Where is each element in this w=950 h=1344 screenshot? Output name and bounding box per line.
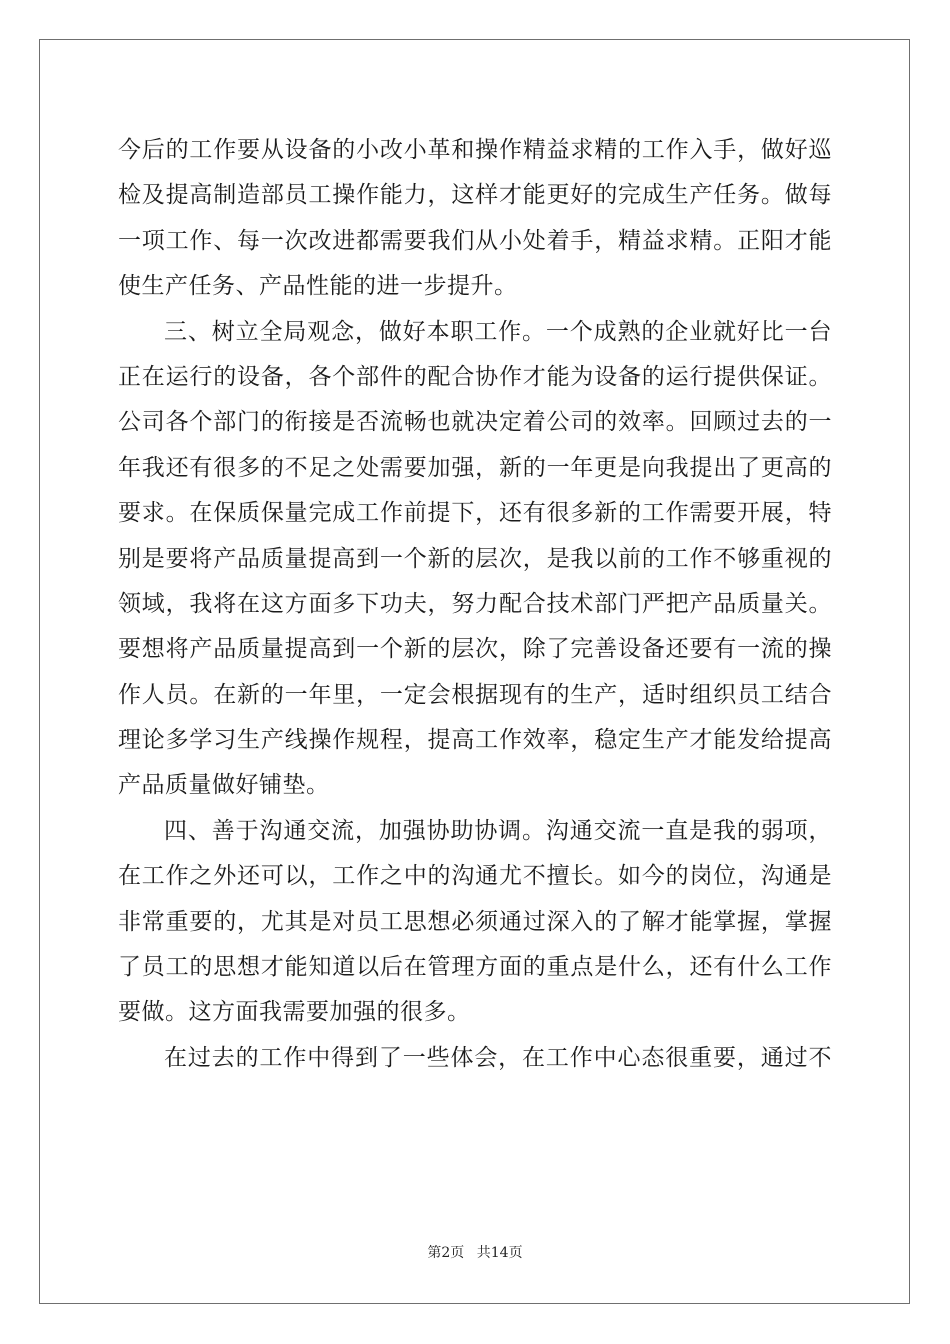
text-line: 在工作之外还可以，工作之中的沟通尤不擅长。如今的岗位，沟通是 (118, 863, 832, 890)
text-line: 别是要将产品质量提高到一个新的层次，是我以前的工作不够重视的 (118, 545, 832, 572)
text-line: 要求。在保质保量完成工作前提下，还有很多新的工作需要开展，特 (118, 500, 832, 527)
text-line: 年我还有很多的不足之处需要加强，新的一年更是向我提出了更高的 (118, 454, 832, 481)
text-line: 要想将产品质量提高到一个新的层次，除了完善设备还要有一流的操 (118, 636, 832, 663)
text-line: 作人员。在新的一年里，一定会根据现有的生产，适时组织员工结合 (118, 681, 832, 708)
text-line: 今后的工作要从设备的小改小革和操作精益求精的工作入手，做好巡 (118, 137, 832, 163)
document-body (118, 128, 832, 1081)
text-line: 理论多学习生产线操作规程，提高工作效率，稳定生产才能发给提高 (118, 727, 832, 754)
text-line: 要做。这方面我需要加强的很多。 (118, 999, 471, 1026)
text-line: 公司各个部门的衔接是否流畅也就决定着公司的效率。回顾过去的一 (118, 409, 832, 436)
text-line: 领域，我将在这方面多下功夫，努力配合技术部门严把产品质量关。 (118, 590, 832, 617)
text-line: 一项工作、每一次改进都需要我们从小处着手，精益求精。正阳才能 (118, 227, 832, 254)
text-line: 正在运行的设备，各个部件的配合协作才能为设备的运行提供保证。 (118, 363, 832, 390)
text-line: 非常重要的，尤其是对员工思想必须通过深入的了解才能掌握，掌握 (118, 908, 832, 935)
text-line: 在过去的工作中得到了一些体会，在工作中心态很重要，通过不 (164, 1044, 832, 1071)
text-line: 了员工的思想才能知道以后在管理方面的重点是什么，还有什么工作 (118, 954, 832, 981)
text-line: 四、善于沟通交流，加强协助协调。沟通交流一直是我的弱项， (164, 817, 832, 844)
text-line: 产品质量做好铺垫。 (118, 772, 330, 799)
page-total: 共14页 (476, 1245, 523, 1261)
page-number: 第2页 (427, 1245, 465, 1261)
text-line: 检及提高制造部员工操作能力，这样才能更好的完成生产任务。做每 (118, 182, 832, 209)
text-line: 三、树立全局观念，做好本职工作。一个成熟的企业就好比一台 (164, 318, 832, 345)
text-line: 使生产任务、产品性能的进一步提升。 (118, 273, 518, 300)
page-footer (0, 1242, 950, 1262)
